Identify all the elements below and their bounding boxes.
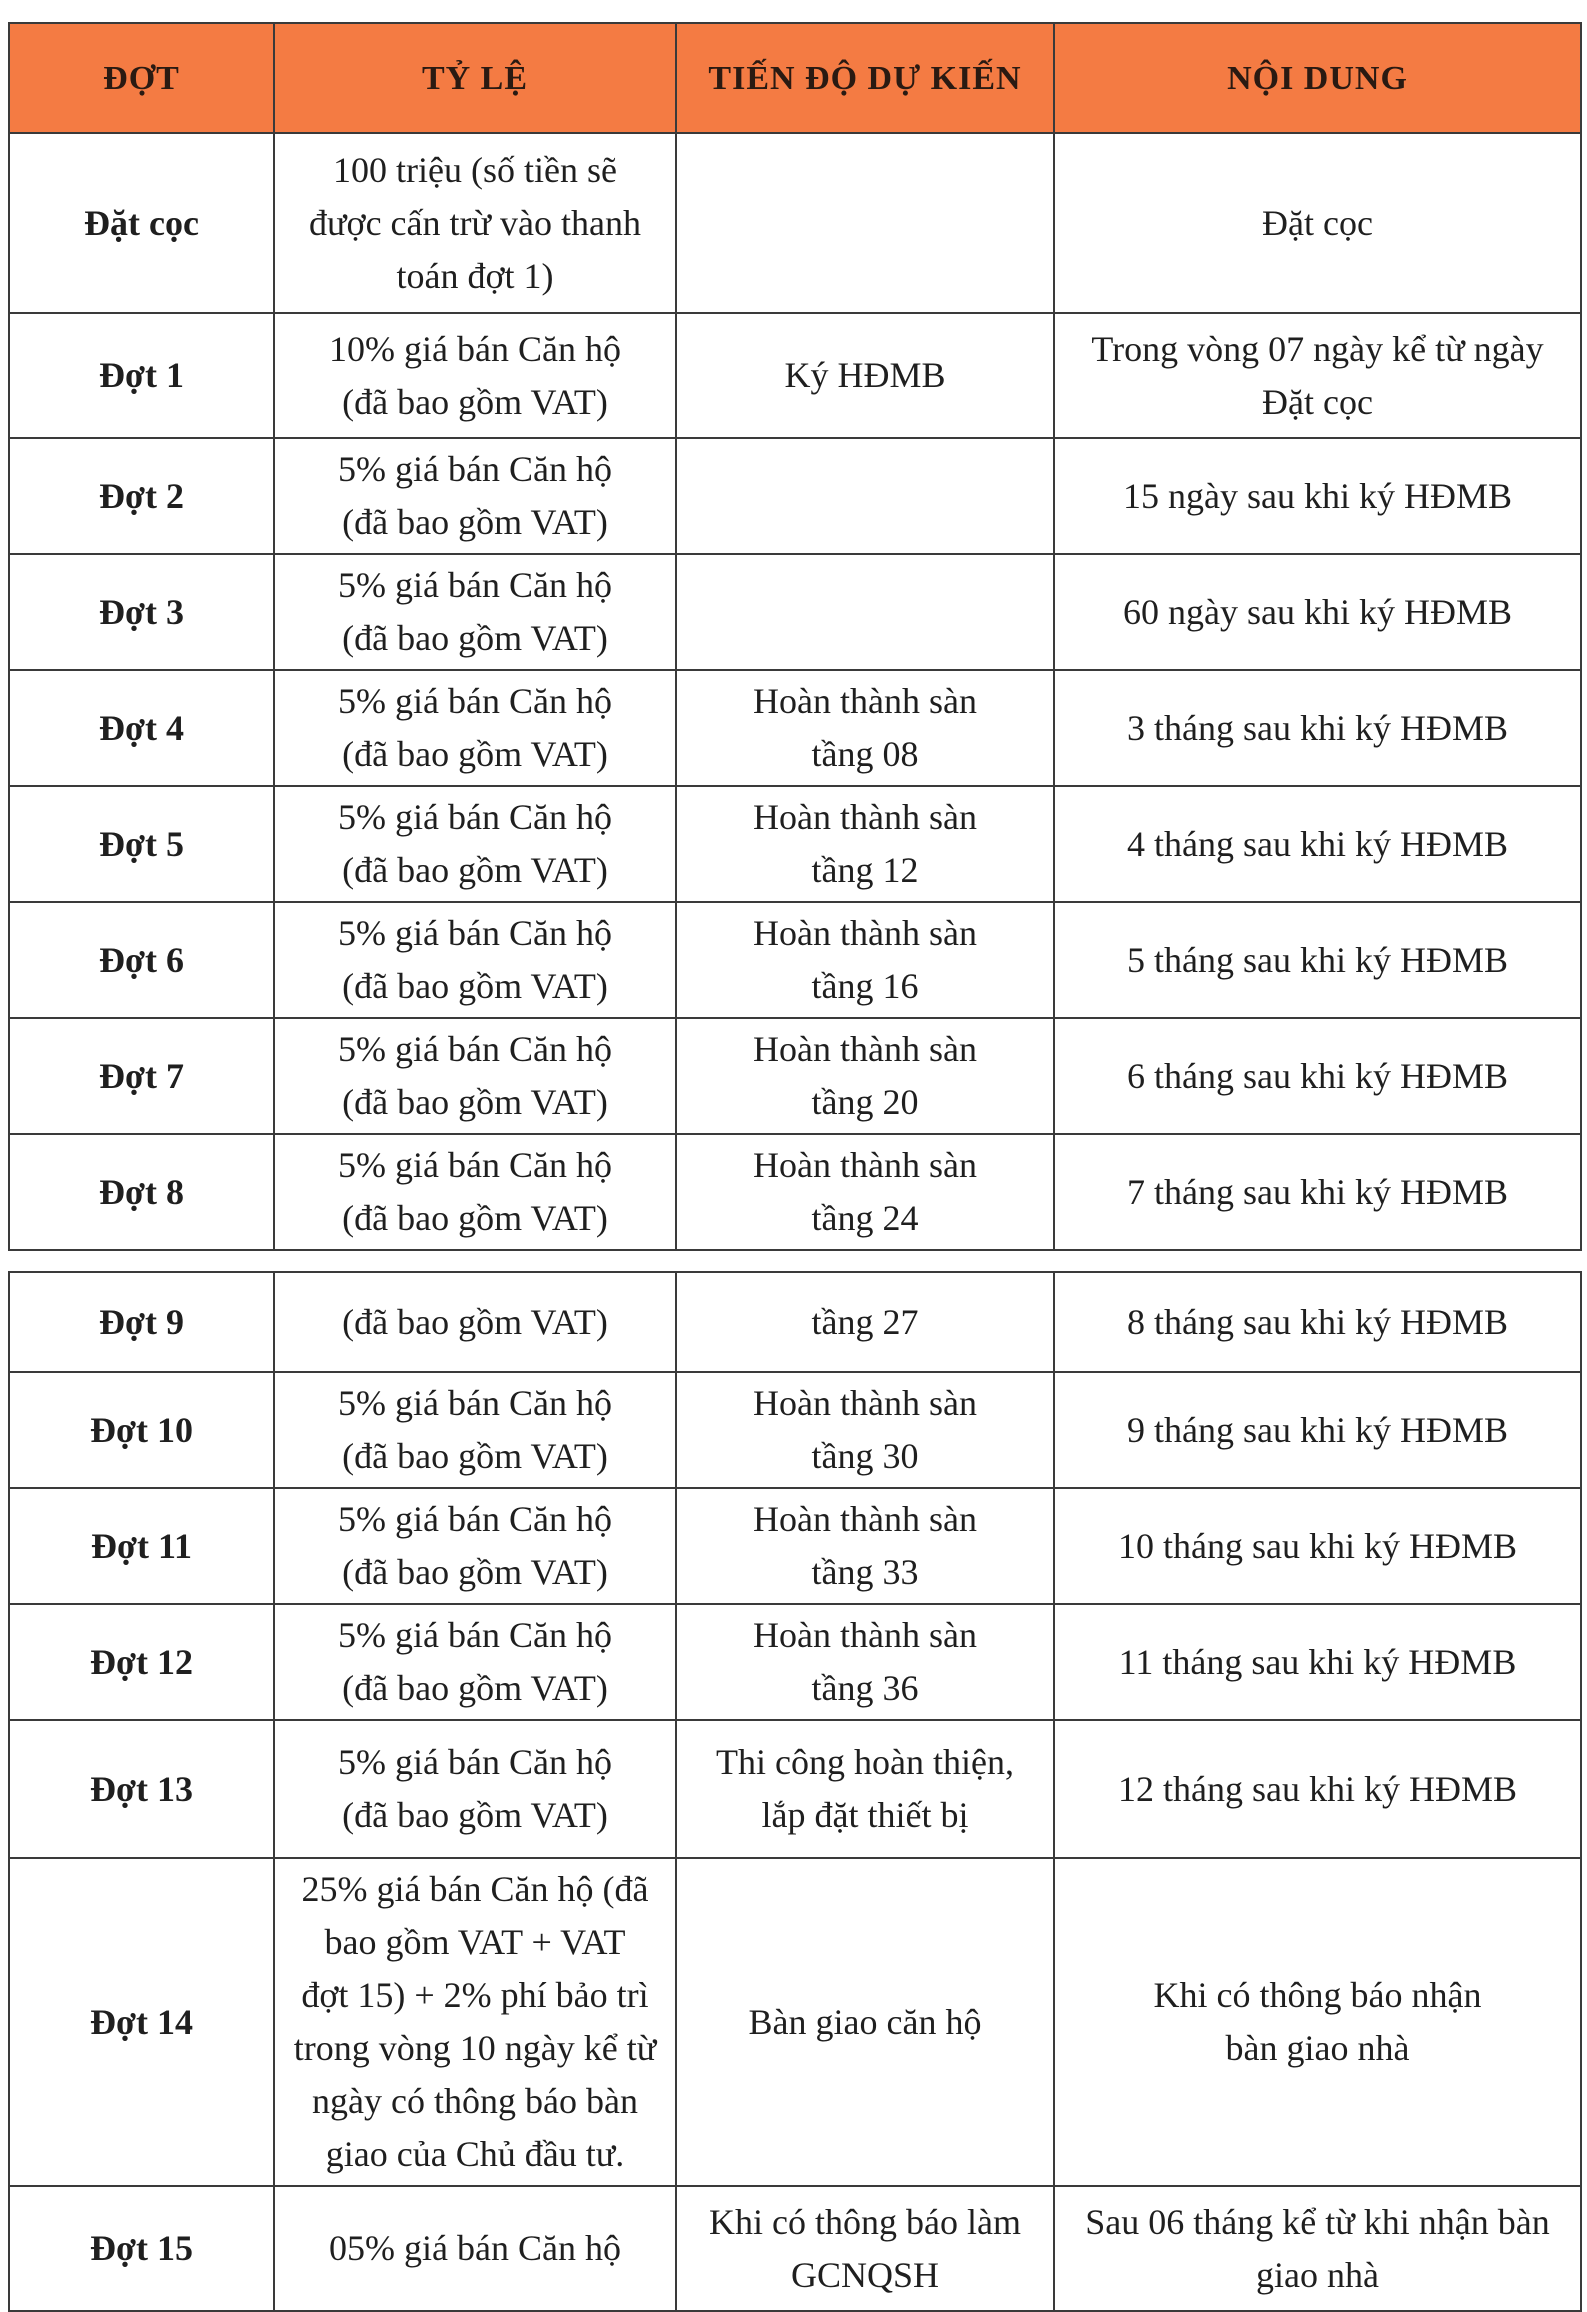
header-tien-do: TIẾN ĐỘ DỰ KIẾN	[676, 23, 1054, 133]
cell-dot: Đợt 7	[9, 1018, 274, 1134]
cell-tien-do	[676, 133, 1054, 313]
cell-noi-dung	[1054, 786, 1581, 902]
cell-ty-le-line: 5% giá bán Căn hộ	[338, 1383, 612, 1423]
cell-ty-le	[274, 902, 676, 1018]
cell-tien-do-line: Hoàn thành sàn	[753, 1499, 977, 1539]
table-row	[9, 133, 1581, 313]
cell-ty-le	[274, 1604, 676, 1720]
cell-noi-dung	[1054, 670, 1581, 786]
cell-noi-dung-line: Đặt cọc	[1262, 202, 1373, 243]
cell-noi-dung-line: Trong vòng 07 ngày kể từ ngày	[1091, 328, 1544, 369]
cell-ty-le-line: 25% giá bán Căn hộ (đã	[301, 1869, 649, 1909]
table-row	[9, 902, 1581, 1018]
cell-noi-dung-line: Khi có thông báo nhận	[1153, 1975, 1482, 2015]
cell-tien-do-line: Hoàn thành sàn	[753, 681, 977, 721]
header-row	[9, 23, 1581, 133]
table-row	[9, 1018, 1581, 1134]
cell-ty-le-line: (đã bao gồm VAT)	[342, 1552, 608, 1592]
cell-noi-dung	[1054, 554, 1581, 670]
cell-ty-le-line: (đã bao gồm VAT)	[342, 850, 608, 890]
cell-noi-dung-line: 12 tháng sau khi ký HĐMB	[1118, 1768, 1517, 1809]
cell-ty-le	[274, 1372, 676, 1488]
cell-ty-le	[274, 438, 676, 554]
cell-tien-do-line: GCNQSH	[790, 2254, 940, 2295]
cell-tien-do-line: Hoàn thành sàn	[753, 1383, 977, 1423]
cell-noi-dung-line: 8 tháng sau khi ký HĐMB	[1127, 1301, 1508, 1342]
cell-ty-le	[274, 786, 676, 902]
cell-ty-le-line: 5% giá bán Căn hộ	[338, 1499, 612, 1539]
cell-ty-le	[274, 554, 676, 670]
page-break	[9, 1250, 1581, 1272]
cell-noi-dung	[1054, 1018, 1581, 1134]
cell-ty-le-line: đợt 15) + 2% phí bảo trì	[301, 1975, 649, 2015]
cell-noi-dung-line: 3 tháng sau khi ký HĐMB	[1127, 707, 1508, 748]
cell-tien-do-line: Thi công hoàn thiện,	[716, 1742, 1014, 1782]
cell-ty-le-line: 5% giá bán Căn hộ	[338, 681, 612, 721]
cell-ty-le-line: 5% giá bán Căn hộ	[338, 797, 612, 837]
header-ty-le: TỶ LỆ	[274, 23, 676, 133]
cell-ty-le-line: 5% giá bán Căn hộ	[338, 565, 612, 605]
cell-ty-le-line: 5% giá bán Căn hộ	[338, 1615, 612, 1655]
cell-dot: Đợt 14	[9, 1858, 274, 2186]
cell-ty-le-line: (đã bao gồm VAT)	[342, 734, 608, 774]
cell-noi-dung	[1054, 1604, 1581, 1720]
cell-tien-do-line: Hoàn thành sàn	[753, 797, 977, 837]
cell-tien-do-line: Hoàn thành sàn	[753, 1029, 977, 1069]
cell-tien-do	[676, 902, 1054, 1018]
cell-noi-dung-line: 7 tháng sau khi ký HĐMB	[1127, 1171, 1508, 1212]
cell-ty-le-line: (đã bao gồm VAT)	[342, 1082, 608, 1122]
cell-ty-le-line: 5% giá bán Căn hộ	[338, 1029, 612, 1069]
table-row	[9, 1372, 1581, 1488]
cell-ty-le-line: trong vòng 10 ngày kể từ	[293, 2028, 657, 2068]
table-body	[9, 133, 1581, 2311]
cell-ty-le-line: giao của Chủ đầu tư.	[325, 2134, 625, 2174]
cell-noi-dung-line: 10 tháng sau khi ký HĐMB	[1118, 1525, 1517, 1566]
cell-tien-do-line: Ký HĐMB	[784, 355, 946, 395]
cell-tien-do-line: tầng 08	[811, 734, 919, 774]
cell-tien-do-line: tầng 27	[811, 1301, 919, 1342]
cell-ty-le-line: được cấn trừ vào thanh	[309, 202, 641, 243]
cell-tien-do-line: tầng 36	[811, 1668, 919, 1708]
cell-ty-le-line: 05% giá bán Căn hộ	[329, 2228, 621, 2268]
table-row	[9, 1272, 1581, 1372]
cell-noi-dung	[1054, 902, 1581, 1018]
cell-tien-do	[676, 1604, 1054, 1720]
cell-ty-le-line: ngày có thông báo bàn	[312, 2081, 638, 2121]
cell-tien-do-line: tầng 16	[811, 966, 919, 1006]
cell-noi-dung	[1054, 1720, 1581, 1858]
cell-dot: Đợt 6	[9, 902, 274, 1018]
cell-tien-do	[676, 1720, 1054, 1858]
cell-tien-do-line: tầng 33	[811, 1552, 919, 1592]
cell-ty-le-line: 5% giá bán Căn hộ	[338, 449, 612, 489]
table-row	[9, 1858, 1581, 2186]
cell-tien-do	[676, 2186, 1054, 2311]
cell-tien-do	[676, 1372, 1054, 1488]
header-noi-dung: NỘI DUNG	[1054, 23, 1581, 133]
cell-noi-dung-line: 5 tháng sau khi ký HĐMB	[1127, 939, 1508, 980]
cell-noi-dung-line: Sau 06 tháng kể từ khi nhận bàn	[1085, 2201, 1550, 2242]
cell-dot: Đợt 15	[9, 2186, 274, 2311]
cell-noi-dung	[1054, 1272, 1581, 1372]
cell-ty-le-line: (đã bao gồm VAT)	[342, 1668, 608, 1708]
cell-ty-le	[274, 1134, 676, 1250]
cell-ty-le	[274, 1272, 676, 1372]
cell-ty-le	[274, 1018, 676, 1134]
cell-ty-le	[274, 133, 676, 313]
cell-tien-do	[676, 438, 1054, 554]
cell-tien-do-line: tầng 30	[811, 1436, 919, 1476]
cell-tien-do	[676, 1134, 1054, 1250]
cell-noi-dung	[1054, 1134, 1581, 1250]
cell-tien-do-line: Hoàn thành sàn	[753, 1145, 977, 1185]
cell-noi-dung-line: 6 tháng sau khi ký HĐMB	[1127, 1055, 1508, 1096]
header-dot: ĐỢT	[9, 23, 274, 133]
table-row	[9, 2186, 1581, 2311]
cell-tien-do	[676, 1858, 1054, 2186]
cell-noi-dung-line: 60 ngày sau khi ký HĐMB	[1123, 591, 1512, 632]
cell-ty-le-line: (đã bao gồm VAT)	[342, 502, 608, 542]
cell-ty-le	[274, 1720, 676, 1858]
cell-dot: Đợt 12	[9, 1604, 274, 1720]
cell-ty-le-line: 5% giá bán Căn hộ	[338, 913, 612, 953]
cell-noi-dung-line: 15 ngày sau khi ký HĐMB	[1123, 475, 1512, 516]
cell-tien-do-line: tầng 24	[811, 1198, 919, 1238]
table-row	[9, 1134, 1581, 1250]
cell-ty-le-line: (đã bao gồm VAT)	[342, 966, 608, 1006]
cell-noi-dung	[1054, 1372, 1581, 1488]
cell-tien-do-line: tầng 20	[811, 1082, 919, 1122]
table-row	[9, 313, 1581, 438]
cell-noi-dung	[1054, 1858, 1581, 2186]
cell-noi-dung-line: 11 tháng sau khi ký HĐMB	[1118, 1641, 1517, 1682]
table-row	[9, 670, 1581, 786]
cell-ty-le-line: (đã bao gồm VAT)	[342, 618, 608, 658]
page-break-cell	[9, 1250, 1581, 1272]
cell-ty-le-line: 100 triệu (số tiền sẽ	[333, 149, 617, 190]
cell-dot: Đợt 10	[9, 1372, 274, 1488]
cell-tien-do	[676, 1018, 1054, 1134]
payment-schedule-sheet	[8, 22, 1580, 2312]
cell-tien-do	[676, 786, 1054, 902]
table-row	[9, 786, 1581, 902]
cell-tien-do	[676, 554, 1054, 670]
cell-ty-le-line: (đã bao gồm VAT)	[342, 381, 608, 422]
cell-tien-do-line: Hoàn thành sàn	[753, 1615, 977, 1655]
table-row	[9, 438, 1581, 554]
cell-dot: Đợt 1	[9, 313, 274, 438]
cell-tien-do	[676, 1488, 1054, 1604]
cell-noi-dung-line: Đặt cọc	[1262, 381, 1373, 422]
cell-noi-dung	[1054, 438, 1581, 554]
cell-tien-do	[676, 670, 1054, 786]
cell-dot: Đợt 2	[9, 438, 274, 554]
cell-ty-le-line: 5% giá bán Căn hộ	[338, 1742, 612, 1782]
cell-tien-do-line: Bàn giao căn hộ	[748, 2001, 982, 2042]
cell-noi-dung	[1054, 1488, 1581, 1604]
cell-dot: Đợt 9	[9, 1272, 274, 1372]
cell-ty-le	[274, 1488, 676, 1604]
payment-schedule-table	[8, 22, 1582, 2312]
table-row	[9, 1488, 1581, 1604]
cell-tien-do-line: tầng 12	[811, 850, 919, 890]
cell-ty-le-line: bao gồm VAT + VAT	[324, 1922, 626, 1962]
cell-dot: Đợt 8	[9, 1134, 274, 1250]
cell-ty-le	[274, 670, 676, 786]
cell-ty-le-line: (đã bao gồm VAT)	[342, 1436, 608, 1476]
table-row	[9, 554, 1581, 670]
cell-ty-le-line: 10% giá bán Căn hộ	[329, 328, 621, 369]
table-row	[9, 1720, 1581, 1858]
cell-ty-le	[274, 1858, 676, 2186]
cell-ty-le-line: toán đợt 1)	[396, 255, 554, 296]
cell-ty-le	[274, 313, 676, 438]
cell-noi-dung	[1054, 313, 1581, 438]
cell-noi-dung-line: giao nhà	[1256, 2254, 1379, 2295]
table-row	[9, 1604, 1581, 1720]
cell-dot: Đợt 4	[9, 670, 274, 786]
cell-dot: Đợt 11	[9, 1488, 274, 1604]
cell-noi-dung	[1054, 2186, 1581, 2311]
cell-tien-do-line: Khi có thông báo làm	[709, 2201, 1021, 2242]
cell-tien-do-line: lắp đặt thiết bị	[761, 1795, 969, 1835]
cell-noi-dung-line: bàn giao nhà	[1225, 2028, 1410, 2068]
cell-noi-dung	[1054, 133, 1581, 313]
cell-ty-le	[274, 2186, 676, 2311]
cell-dot: Đợt 5	[9, 786, 274, 902]
cell-noi-dung-line: 9 tháng sau khi ký HĐMB	[1127, 1409, 1508, 1450]
cell-dot: Đợt 3	[9, 554, 274, 670]
cell-ty-le-line: (đã bao gồm VAT)	[342, 1198, 608, 1238]
cell-dot: Đặt cọc	[9, 133, 274, 313]
cell-tien-do	[676, 1272, 1054, 1372]
cell-ty-le-line: 5% giá bán Căn hộ	[338, 1145, 612, 1185]
cell-dot: Đợt 13	[9, 1720, 274, 1858]
cell-ty-le-line: (đã bao gồm VAT)	[342, 1795, 608, 1835]
cell-noi-dung-line: 4 tháng sau khi ký HĐMB	[1127, 823, 1508, 864]
cell-tien-do-line: Hoàn thành sàn	[753, 913, 977, 953]
cell-tien-do	[676, 313, 1054, 438]
cell-ty-le-line: (đã bao gồm VAT)	[342, 1301, 608, 1342]
